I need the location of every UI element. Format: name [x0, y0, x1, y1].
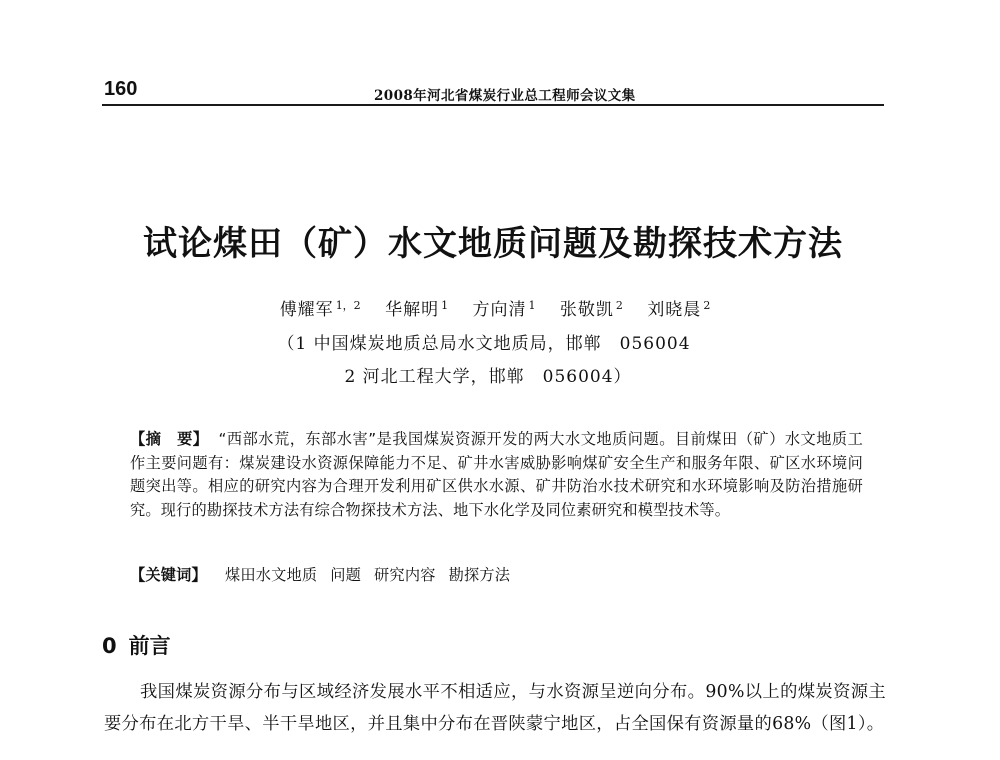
author: [473, 300, 536, 320]
page-number: 160: [104, 78, 138, 100]
keyword: 勘探方法: [448, 566, 511, 584]
author-name: 张敬凯: [559, 300, 614, 320]
keyword: 研究内容: [374, 566, 436, 584]
affiliation-line-2: 2 河北工程大学，邯郸 056004）: [344, 367, 632, 387]
author-name: 傅耀军: [279, 300, 334, 320]
author: [385, 300, 448, 320]
section-heading: [102, 630, 171, 660]
section-number: 0: [102, 634, 117, 658]
author-affiliation-mark: 1，2: [335, 299, 361, 312]
author-affiliation-mark: 2: [615, 299, 623, 312]
author-name: 华解明: [385, 300, 440, 320]
body-paragraph: 我国煤炭资源分布与区域经济发展水平不相适应，与水资源呈逆向分布。90%以上的煤炭资源主要分布在北方干旱、半干旱地区，并且集中分布在晋陕蒙宁地区，占全国保有资源量的68%（图1）。: [104, 682, 886, 734]
keyword: 煤田水文地质: [224, 566, 318, 584]
author-list: [0, 295, 995, 320]
author: [280, 300, 361, 320]
keywords: [130, 564, 523, 585]
running-header: 2008年河北省煤炭行业总工程师会议文集: [374, 88, 636, 104]
header-rule: [102, 104, 884, 106]
keywords-label: 【关键词】: [130, 566, 207, 584]
abstract: [130, 428, 863, 522]
author: [647, 300, 710, 320]
author-affiliation-mark: 2: [703, 299, 711, 312]
section-title: 前言: [128, 634, 171, 658]
author: [560, 300, 623, 320]
paper-title: 试论煤田（矿）水文地质问题及勘探技术方法: [143, 224, 843, 264]
author-affiliation-mark: 1: [441, 299, 449, 312]
abstract-text: “西部水荒，东部水害”是我国煤炭资源开发的两大水文地质问题。目前煤田（矿）水文地质工作主要问题有：煤炭建设水资源保障能力不足、矿井水害威胁影响煤矿安全生产和服务年限、矿区水环境问题突出等。相应的研究内容为合理开发利用矿区供水水源、矿井防治水技术研究和水环境影响及防治措施研究。现行的勘探技术方法有综合物探技术方法、地下水化学及同位素研究和模型技术等。: [130, 430, 864, 519]
affiliation-line-1: （1 中国煤炭地质总局水文地质局，邯郸 056004: [277, 334, 691, 354]
author-name: 方向清: [472, 300, 527, 320]
author-name: 刘晓晨: [647, 300, 702, 320]
abstract-label: 【摘 要】: [130, 430, 209, 448]
keyword: 问题: [330, 566, 362, 584]
author-affiliation-mark: 1: [528, 299, 536, 312]
